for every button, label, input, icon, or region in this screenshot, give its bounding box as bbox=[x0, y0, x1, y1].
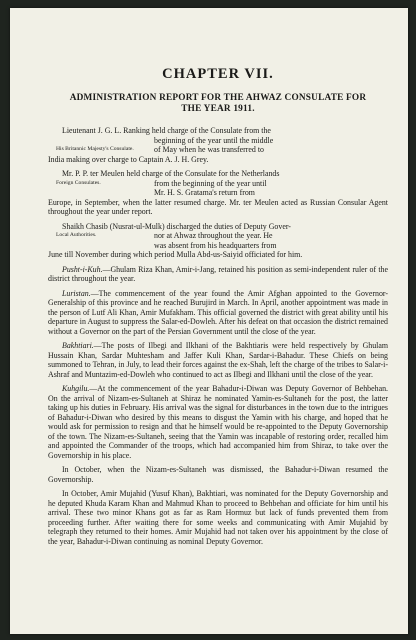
paragraph-luristan bbox=[48, 289, 388, 337]
report-title-line-1: ADMINISTRATION REPORT FOR THE AHWAZ CONSULATE FOR bbox=[69, 93, 367, 103]
block-lead: Mr. P. P. ter Meulen held charge of the Consulate for the Netherlands bbox=[62, 169, 280, 178]
paragraph-text: —The commencement of the year found the Amir Afghan appointed to the Governor-Generalship of this province and he reached Burujird in March. In April, another appointment was made in the person of Lutf Ali Khan, Amir Mufakham. This official governed the district with great ability until his departure in August to suppress the Salar-ed-Dowleh. After his defeat on that occasion the district remained without a Governor on the part of the Persian Government until the close of the year. bbox=[48, 288, 388, 336]
block-side-line: nor at Ahwaz throughout the year. He bbox=[154, 231, 273, 240]
paragraph-text: In October, Amir Mujahid (Yusuf Khan), Bakhtiari, was nominated for the Deputy Governorship and he deputed Khuda Karam Khan and Mahmud Khan to proceed to Behbehan and officiate for him until his arrival. These two minor Khans got as far as Ram Hormuz but lack of funds prevented them from proceeding further. After waiting there for some weeks and communicating with Amir Mujahid by telegraph they returned to their homes. Amir Mujahid had not taken over his appointment by the close of the year, Bahadur-i-Diwan continuing as nominal Deputy Governor. bbox=[48, 489, 388, 546]
block-tail: Europe, in September, when the latter resumed charge. Mr. ter Meulen acted as Russian Consular Agent throughout the year under report. bbox=[48, 197, 388, 216]
paragraph-text: In October, when the Nizam-es-Sultaneh was dismissed, the Bahadur-i-Diwan resumed the Governorship. bbox=[48, 465, 388, 484]
chapter-heading: CHAPTER VII. bbox=[162, 66, 274, 82]
paragraph-text: —Ghulam Riza Khan, Amir-i-Jang, retained his position as semi-independent ruler of the district throughout the year. bbox=[48, 264, 388, 283]
block-lead: Lieutenant J. G. L. Ranking held charge of the Consulate from the bbox=[62, 126, 271, 135]
report-title bbox=[48, 93, 388, 115]
document-page bbox=[10, 8, 408, 634]
paragraph-text: —The posts of Ilbegi and Ilkhani of the Bakhtiaris were held respectively by Ghulam Hussain Khan, Sardar Muhtesham and Jaffer Kuli Khan, Sardar-i-Bahadur. These Chiefs on being summoned to Tehran, in July, to lead their forces against the ex-Shah, left the charge of the tribes to Salar-i-Ashraf and Muntazim-ed-Dowleh who continued to act as Ilbegi and Ilkhani until the close of the year. bbox=[48, 341, 388, 379]
paragraph-kuhgilu bbox=[48, 384, 388, 460]
marginal-note bbox=[48, 136, 154, 146]
block-lead: Shaikh Chasib (Nusrat-ul-Mulk) discharged the duties of Deputy Gover- bbox=[62, 221, 291, 231]
consulate-block bbox=[48, 126, 388, 164]
paragraph-lead: Bakhtiari. bbox=[62, 341, 94, 350]
foreign-consulates-block bbox=[48, 169, 388, 217]
block-tail: June till November during which period Mulla Abd-us-Saiyid officiated for him. bbox=[48, 250, 303, 259]
block-tail: India making over charge to Captain A. J. H. Grey. bbox=[48, 154, 209, 164]
block-side-line: from the beginning of the year until bbox=[154, 178, 267, 188]
paragraph-pusht-i-kuh bbox=[48, 265, 388, 284]
block-side-line: Mr. H. S. Gratama's return from bbox=[154, 188, 255, 197]
paragraph-lead: Luristan. bbox=[62, 288, 91, 298]
block-side-line: beginning of the year until the middle bbox=[154, 135, 274, 145]
marginal-note: Foreign Consulates. bbox=[56, 179, 101, 186]
paragraph-lead: Kuhgilu. bbox=[62, 384, 90, 393]
block-side-line: was absent from his headquarters from bbox=[154, 240, 277, 250]
block-side-line: of May when he was transferred to bbox=[154, 145, 264, 154]
paragraph-amir-mujahid bbox=[48, 489, 388, 546]
paragraph-lead: Pusht-i-Kuh. bbox=[62, 264, 103, 274]
marginal-note: Local Authorities. bbox=[56, 232, 97, 238]
report-title-line-2: THE YEAR 1911. bbox=[181, 104, 255, 114]
page-content bbox=[48, 66, 388, 551]
paragraph-bakhtiari bbox=[48, 341, 388, 379]
local-authorities-block bbox=[48, 222, 388, 260]
paragraph-october-dismissal bbox=[48, 465, 388, 484]
marginal-note: His Britannic Majesty's Consulate. bbox=[56, 146, 134, 152]
paragraph-text: —At the commencement of the year Bahadur-i-Diwan was Deputy Governor of Behbehan. On the arrival of Nizam-es-Sultaneh at Shiraz he nominated Yamin-es-Sultaneh for the post, the latter taking up his duties in February. His arrival was the signal for disturbances in the town due to the intrigues of Bahadur-i-Diwan who desired by this means to disgust the Yamin with his charge, and hoped that he would ask for permission to resign and that he himself would be re-appointed to the Deputy Governorship of the town. The Nizam-es-Sultaneh, seeing that the Yamin was incapable of restoring order, recalled him and appointed the Commander of the troops, which had accompanied him from Shiraz, to take over the Governorship in his place. bbox=[48, 384, 388, 460]
